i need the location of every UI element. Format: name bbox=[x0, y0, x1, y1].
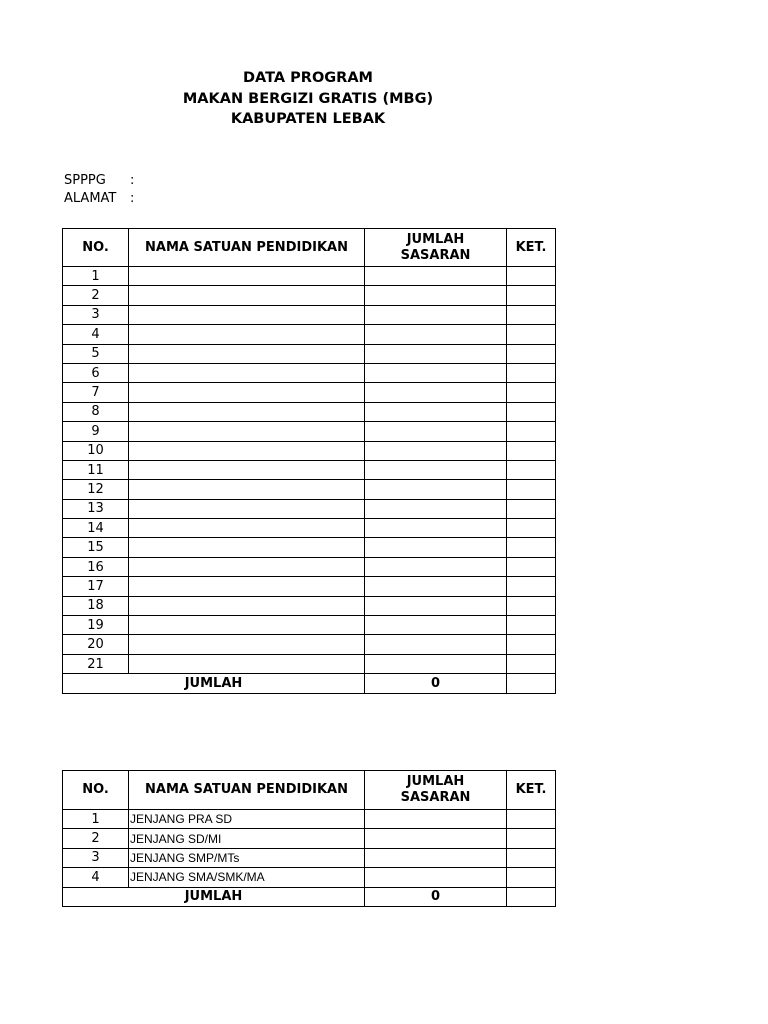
jumlah-sasaran-cell bbox=[365, 286, 507, 305]
row-number: 19 bbox=[63, 616, 129, 635]
school-name-cell bbox=[129, 616, 365, 635]
row-number: 14 bbox=[63, 519, 129, 538]
jumlah-sasaran-cell bbox=[365, 557, 507, 576]
school-name-cell bbox=[129, 286, 365, 305]
table-row bbox=[63, 654, 556, 673]
table-row bbox=[63, 810, 556, 829]
school-name-cell bbox=[129, 519, 365, 538]
jumlah-sasaran-cell bbox=[365, 499, 507, 518]
school-name-cell bbox=[129, 499, 365, 518]
school-name-cell: JENJANG PRA SD bbox=[129, 810, 365, 829]
table-row bbox=[63, 402, 556, 421]
ket-cell bbox=[507, 363, 556, 382]
ket-cell bbox=[507, 344, 556, 363]
table-header-row bbox=[63, 229, 556, 267]
jumlah-sasaran-cell bbox=[365, 519, 507, 538]
document-title bbox=[0, 68, 616, 130]
table-row bbox=[63, 441, 556, 460]
ket-cell bbox=[507, 538, 556, 557]
total-ket-cell bbox=[507, 674, 556, 693]
school-name-cell bbox=[129, 325, 365, 344]
jumlah-sasaran-cell bbox=[365, 325, 507, 344]
ket-cell bbox=[507, 499, 556, 518]
school-name-cell bbox=[129, 557, 365, 576]
row-number: 11 bbox=[63, 460, 129, 479]
school-name-cell bbox=[129, 577, 365, 596]
school-name-cell bbox=[129, 596, 365, 615]
table-row bbox=[63, 363, 556, 382]
jumlah-sasaran-cell bbox=[365, 654, 507, 673]
table-header-row bbox=[63, 771, 556, 810]
row-number: 18 bbox=[63, 596, 129, 615]
table-row bbox=[63, 344, 556, 363]
school-name-cell bbox=[129, 305, 365, 324]
row-number: 7 bbox=[63, 383, 129, 402]
column-header-ket: KET. bbox=[507, 229, 556, 267]
ket-cell bbox=[507, 267, 556, 286]
total-row bbox=[63, 887, 556, 906]
school-name-cell bbox=[129, 422, 365, 441]
ket-cell bbox=[507, 286, 556, 305]
jumlah-sasaran-cell bbox=[365, 383, 507, 402]
school-name-cell bbox=[129, 402, 365, 421]
table-row bbox=[63, 286, 556, 305]
table-row bbox=[63, 267, 556, 286]
school-name-cell bbox=[129, 383, 365, 402]
total-value: 0 bbox=[365, 674, 507, 693]
jumlah-sasaran-cell bbox=[365, 829, 507, 848]
row-number: 2 bbox=[63, 286, 129, 305]
jumlah-sasaran-cell bbox=[365, 267, 507, 286]
ket-cell bbox=[507, 557, 556, 576]
ket-cell bbox=[507, 402, 556, 421]
table-row bbox=[63, 848, 556, 867]
education-level-table bbox=[62, 770, 556, 907]
column-header-jumlah bbox=[365, 229, 507, 267]
school-data-table bbox=[62, 228, 556, 694]
jumlah-sasaran-cell bbox=[365, 810, 507, 829]
school-name-cell bbox=[129, 363, 365, 382]
total-row bbox=[63, 674, 556, 693]
table-row bbox=[63, 557, 556, 576]
alamat-label: ALAMAT bbox=[64, 191, 117, 206]
ket-cell bbox=[507, 325, 556, 344]
column-header-jumlah-line2: SASARAN bbox=[400, 247, 471, 263]
table-row bbox=[63, 460, 556, 479]
jumlah-sasaran-cell bbox=[365, 635, 507, 654]
ket-cell bbox=[507, 848, 556, 867]
spppg-label: SPPPG bbox=[64, 173, 106, 188]
column-header-jumlah-line2: SASARAN bbox=[400, 790, 471, 805]
school-name-cell: JENJANG SMA/SMK/MA bbox=[129, 868, 365, 887]
table-row bbox=[63, 577, 556, 596]
school-name-cell bbox=[129, 441, 365, 460]
ket-cell bbox=[507, 480, 556, 499]
row-number: 9 bbox=[63, 422, 129, 441]
alamat-field bbox=[64, 190, 134, 208]
row-number: 10 bbox=[63, 441, 129, 460]
row-number: 3 bbox=[63, 305, 129, 324]
title-line-3: KABUPATEN LEBAK bbox=[230, 111, 386, 127]
table-row bbox=[63, 596, 556, 615]
table-row bbox=[63, 616, 556, 635]
jumlah-sasaran-cell bbox=[365, 577, 507, 596]
ket-cell bbox=[507, 441, 556, 460]
table-row bbox=[63, 538, 556, 557]
row-number: 2 bbox=[63, 829, 129, 848]
table-row bbox=[63, 499, 556, 518]
school-name-cell bbox=[129, 480, 365, 499]
jumlah-sasaran-cell bbox=[365, 305, 507, 324]
row-number: 4 bbox=[63, 325, 129, 344]
table-row bbox=[63, 519, 556, 538]
row-number: 4 bbox=[63, 868, 129, 887]
column-header-name: NAMA SATUAN PENDIDIKAN bbox=[129, 229, 365, 267]
school-name-cell bbox=[129, 654, 365, 673]
ket-cell bbox=[507, 383, 556, 402]
title-line-2: MAKAN BERGIZI GRATIS (MBG) bbox=[182, 90, 434, 107]
column-header-name: NAMA SATUAN PENDIDIKAN bbox=[129, 771, 365, 810]
ket-cell bbox=[507, 460, 556, 479]
table-row bbox=[63, 635, 556, 654]
row-number: 1 bbox=[63, 810, 129, 829]
ket-cell bbox=[507, 305, 556, 324]
table-row bbox=[63, 829, 556, 848]
alamat-separator: : bbox=[130, 191, 135, 206]
table-row bbox=[63, 422, 556, 441]
ket-cell bbox=[507, 635, 556, 654]
row-number: 17 bbox=[63, 577, 129, 596]
ket-cell bbox=[507, 596, 556, 615]
ket-cell bbox=[507, 810, 556, 829]
row-number: 5 bbox=[63, 344, 129, 363]
total-label: JUMLAH bbox=[63, 887, 365, 906]
ket-cell bbox=[507, 868, 556, 887]
row-number: 15 bbox=[63, 538, 129, 557]
row-number: 20 bbox=[63, 635, 129, 654]
row-number: 3 bbox=[63, 848, 129, 867]
ket-cell bbox=[507, 519, 556, 538]
column-header-no: NO. bbox=[63, 229, 129, 267]
column-header-no: NO. bbox=[63, 771, 129, 810]
jumlah-sasaran-cell bbox=[365, 422, 507, 441]
ket-cell bbox=[507, 577, 556, 596]
column-header-jumlah-line1: JUMLAH bbox=[406, 231, 465, 247]
row-number: 12 bbox=[63, 480, 129, 499]
school-name-cell bbox=[129, 460, 365, 479]
jumlah-sasaran-cell bbox=[365, 363, 507, 382]
school-name-cell bbox=[129, 344, 365, 363]
jumlah-sasaran-cell bbox=[365, 480, 507, 499]
school-name-cell bbox=[129, 635, 365, 654]
spppg-field bbox=[64, 172, 134, 190]
row-number: 21 bbox=[63, 654, 129, 673]
table-row bbox=[63, 480, 556, 499]
table-row bbox=[63, 868, 556, 887]
total-value: 0 bbox=[365, 887, 507, 906]
school-name-cell: JENJANG SMP/MTs bbox=[129, 848, 365, 867]
ket-cell bbox=[507, 654, 556, 673]
table-row bbox=[63, 383, 556, 402]
row-number: 8 bbox=[63, 402, 129, 421]
jumlah-sasaran-cell bbox=[365, 344, 507, 363]
jumlah-sasaran-cell bbox=[365, 596, 507, 615]
table-row bbox=[63, 305, 556, 324]
row-number: 16 bbox=[63, 557, 129, 576]
jumlah-sasaran-cell bbox=[365, 616, 507, 635]
table-row bbox=[63, 325, 556, 344]
jumlah-sasaran-cell bbox=[365, 402, 507, 421]
total-label: JUMLAH bbox=[63, 674, 365, 693]
school-name-cell bbox=[129, 538, 365, 557]
spppg-separator: : bbox=[130, 173, 135, 188]
row-number: 13 bbox=[63, 499, 129, 518]
column-header-jumlah-line1: JUMLAH bbox=[406, 774, 465, 789]
jumlah-sasaran-cell bbox=[365, 460, 507, 479]
column-header-ket: KET. bbox=[507, 771, 556, 810]
jumlah-sasaran-cell bbox=[365, 868, 507, 887]
school-name-cell: JENJANG SD/MI bbox=[129, 829, 365, 848]
jumlah-sasaran-cell bbox=[365, 441, 507, 460]
jumlah-sasaran-cell bbox=[365, 538, 507, 557]
row-number: 1 bbox=[63, 267, 129, 286]
school-name-cell bbox=[129, 267, 365, 286]
ket-cell bbox=[507, 829, 556, 848]
jumlah-sasaran-cell bbox=[365, 848, 507, 867]
ket-cell bbox=[507, 422, 556, 441]
ket-cell bbox=[507, 616, 556, 635]
row-number: 6 bbox=[63, 363, 129, 382]
title-line-1: DATA PROGRAM bbox=[242, 70, 373, 86]
total-ket-cell bbox=[507, 887, 556, 906]
column-header-jumlah bbox=[365, 771, 507, 810]
